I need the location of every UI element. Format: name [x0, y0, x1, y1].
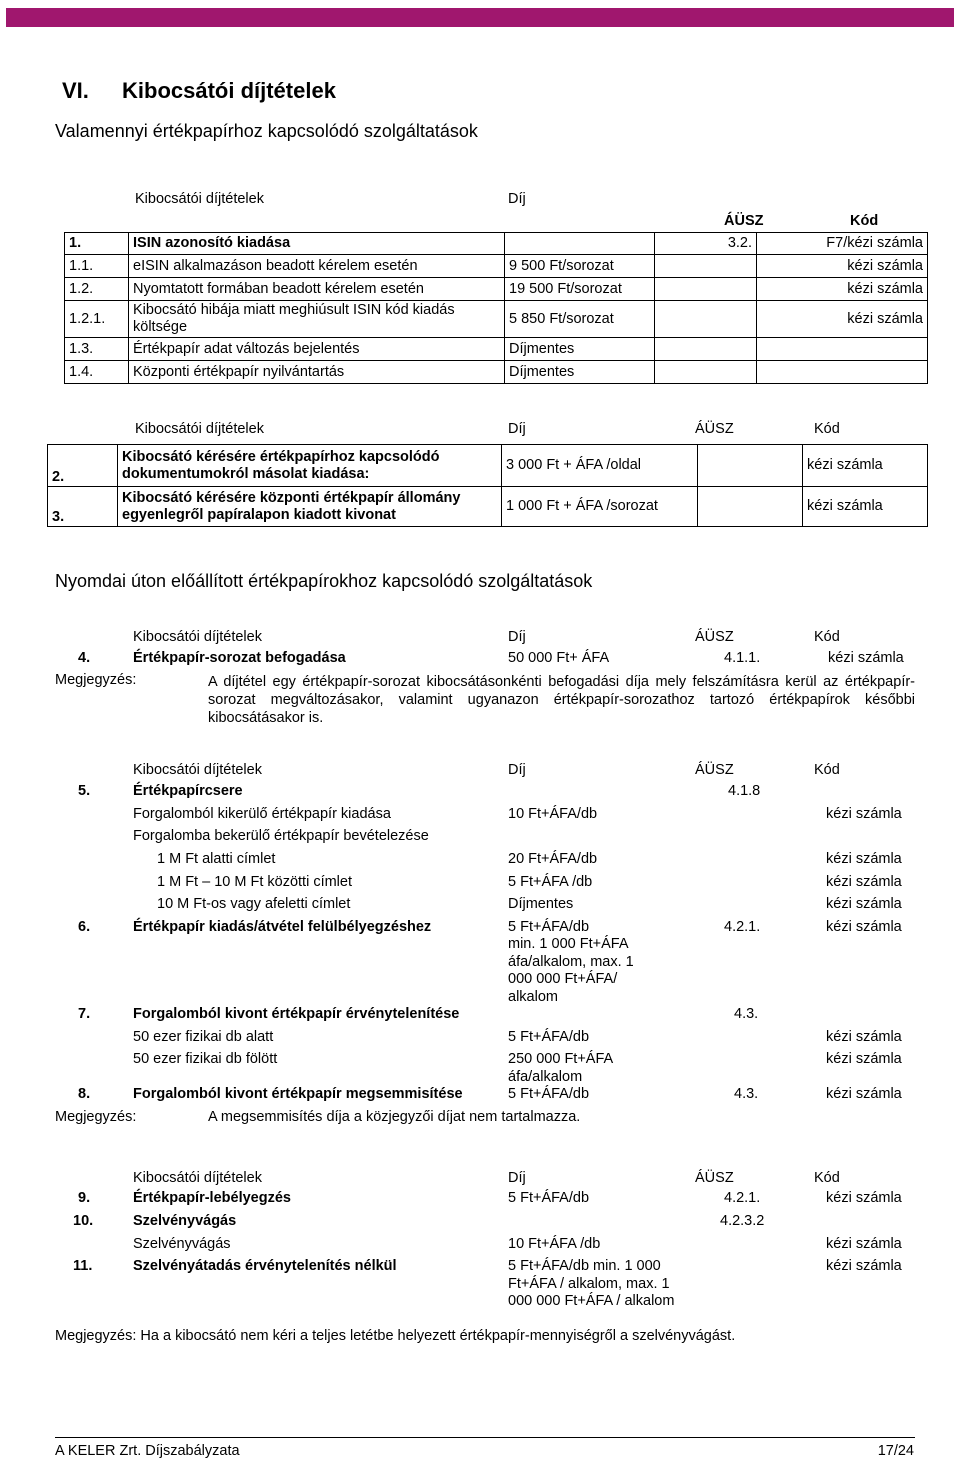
fee-table-1: [64, 232, 928, 384]
s4-header-code: Kód: [814, 629, 840, 645]
row-code: [757, 338, 928, 361]
s4-header-name: Kibocsátói díjtételek: [133, 629, 262, 645]
row-number: 1.2.: [65, 278, 129, 301]
subsection-title-2: Nyomdai úton előállított értékpapírokhoz kapcsolódó szolgáltatások: [55, 571, 593, 591]
table-row: [65, 361, 928, 384]
s7-desc: Forgalomból kivont értékpapír érvénytelenítése: [133, 1006, 460, 1022]
table-row: [65, 301, 928, 338]
row-code: F7/kézi számla: [757, 233, 928, 255]
t2-header-code: Kód: [814, 421, 840, 437]
s7b-desc: 50 ezer fizikai db fölött: [133, 1051, 278, 1067]
row-ausz: [655, 361, 757, 384]
s5b1-desc: 1 M Ft alatti címlet: [157, 851, 276, 867]
s9-header-name: Kibocsátói díjtételek: [133, 1170, 262, 1186]
s9-number: 9.: [78, 1190, 91, 1206]
s7a-desc: 50 ezer fizikai db alatt: [133, 1029, 274, 1045]
s4-note-label: Megjegyzés:: [55, 672, 137, 688]
s10-ausz: 4.2.3.2: [720, 1213, 765, 1229]
row-fee: [505, 233, 655, 255]
row-code: kézi számla: [803, 487, 928, 527]
subsection-title-1: Valamennyi értékpapírhoz kapcsolódó szolgáltatások: [55, 121, 478, 141]
table-row: [48, 487, 928, 527]
s9-desc: Értékpapír-lebélyegzés: [133, 1190, 291, 1206]
s5b2-fee: 5 Ft+ÁFA /db: [508, 874, 593, 890]
s8-desc: Forgalomból kivont értékpapír megsemmisítése: [133, 1086, 463, 1102]
s5a-code: kézi számla: [826, 806, 902, 822]
s10-desc: Szelvényvágás: [133, 1213, 237, 1229]
row-ausz: [698, 487, 803, 527]
s5-number: 5.: [78, 783, 91, 799]
s6-number: 6.: [78, 919, 91, 935]
row-ausz: [698, 445, 803, 487]
s5b2-code: kézi számla: [826, 874, 902, 890]
row-code: kézi számla: [757, 301, 928, 338]
s10a-code: kézi számla: [826, 1236, 902, 1252]
footer-left: A KELER Zrt. Díjszabályzata: [55, 1443, 240, 1459]
header-color-bar: [6, 8, 954, 27]
s9-code: kézi számla: [826, 1190, 902, 1206]
row-fee: Díjmentes: [505, 361, 655, 384]
s9-ausz: 4.2.1.: [724, 1190, 761, 1206]
s5-note-text: A megsemmisítés díja a közjegyzői díjat nem tartalmazza.: [208, 1109, 581, 1125]
s4-desc: Értékpapír-sorozat befogadása: [133, 650, 346, 666]
row-number: 3.: [48, 487, 118, 527]
t1-header-code: Kód: [850, 213, 879, 229]
s4-ausz: 4.1.1.: [724, 650, 761, 666]
fee-table-2: [47, 444, 928, 527]
row-ausz: [655, 338, 757, 361]
s4-header-fee: Díj: [508, 629, 526, 645]
t1-header-name: Kibocsátói díjtételek: [135, 191, 264, 207]
s5-note-label: Megjegyzés:: [55, 1109, 137, 1125]
s5b3-fee: Díjmentes: [508, 896, 574, 912]
row-fee: Díjmentes: [505, 338, 655, 361]
s4-fee: 50 000 Ft+ ÁFA: [508, 650, 610, 666]
s4-header-ausz: ÁÜSZ: [695, 629, 734, 645]
t2-header-name: Kibocsátói díjtételek: [135, 421, 264, 437]
row-number: 1.3.: [65, 338, 129, 361]
s8-code: kézi számla: [826, 1086, 902, 1102]
s7a-code: kézi számla: [826, 1029, 902, 1045]
row-desc: Értékpapír adat változás bejelentés: [129, 338, 505, 361]
row-fee: 9 500 Ft/sorozat: [505, 255, 655, 278]
row-ausz: [655, 278, 757, 301]
s7b-fee: 250 000 Ft+ÁFA áfa/alkalom: [508, 1051, 613, 1085]
page-number: 17/24: [877, 1443, 914, 1459]
s6-ausz: 4.2.1.: [724, 919, 761, 935]
section-number: VI.: [62, 78, 89, 103]
s10a-fee: 10 Ft+ÁFA /db: [508, 1236, 601, 1252]
row-desc: Nyomtatott formában beadott kérelem esetén: [129, 278, 505, 301]
row-number: 1.: [65, 233, 129, 255]
s11-number: 11.: [73, 1258, 93, 1274]
s5-header-ausz: ÁÜSZ: [695, 762, 734, 778]
table-row: [65, 278, 928, 301]
row-ausz: [655, 255, 757, 278]
s4-note-text: A díjtétel egy értékpapír-sorozat kibocsátásonkénti befogadási díja mely felszámításra kerül az értékpapír-sorozat megváltozásakor, valamint ugyanazon értékpapír-sorozathoz tartozó értékpapírok későbbi kibocsátásakor is.: [208, 674, 915, 726]
s5a-desc: Forgalomból kikerülő értékpapír kiadása: [133, 806, 391, 822]
row-fee: 5 850 Ft/sorozat: [505, 301, 655, 338]
s5b-desc: Forgalomba bekerülő értékpapír bevételezése: [133, 828, 429, 844]
s5b3-desc: 10 M Ft-os vagy afeletti címlet: [157, 896, 351, 912]
row-fee: 1 000 Ft + ÁFA /sorozat: [502, 487, 698, 527]
t1-header-ausz: ÁÜSZ: [724, 213, 764, 229]
s5b1-code: kézi számla: [826, 851, 902, 867]
row-number: 1.4.: [65, 361, 129, 384]
row-fee: 3 000 Ft + ÁFA /oldal: [502, 445, 698, 487]
s9-fee: 5 Ft+ÁFA/db: [508, 1190, 590, 1206]
row-number: 1.2.1.: [65, 301, 129, 338]
table-row: [65, 338, 928, 361]
row-desc: Központi értékpapír nyilvántartás: [129, 361, 505, 384]
s6-desc: Értékpapír kiadás/átvétel felülbélyegzéshez: [133, 919, 432, 935]
row-fee: 19 500 Ft/sorozat: [505, 278, 655, 301]
s11-desc: Szelvényátadás érvénytelenítés nélkül: [133, 1258, 397, 1274]
s5-header-code: Kód: [814, 762, 840, 778]
s8-number: 8.: [78, 1086, 91, 1102]
row-desc: Kibocsátó kérésére központi értékpapír állomány egyenlegről papíralapon kiadott kivonat: [118, 487, 502, 527]
t2-header-ausz: ÁÜSZ: [695, 421, 734, 437]
s5b1-fee: 20 Ft+ÁFA/db: [508, 851, 598, 867]
s5b2-desc: 1 M Ft – 10 M Ft közötti címlet: [157, 874, 352, 890]
s9-header-code: Kód: [814, 1170, 840, 1186]
row-code: [757, 361, 928, 384]
s5-header-name: Kibocsátói díjtételek: [133, 762, 262, 778]
row-number: 1.1.: [65, 255, 129, 278]
row-desc: Kibocsátó kérésére értékpapírhoz kapcsolódó dokumentumokról másolat kiadása:: [118, 445, 502, 487]
s10a-desc: Szelvényvágás: [133, 1236, 231, 1252]
row-desc: eISIN alkalmazáson beadott kérelem esetén: [129, 255, 505, 278]
s5-ausz: 4.1.8: [728, 783, 761, 799]
s7a-fee: 5 Ft+ÁFA/db: [508, 1029, 590, 1045]
s4-number: 4.: [78, 650, 91, 666]
s5-header-fee: Díj: [508, 762, 526, 778]
s7-number: 7.: [78, 1006, 91, 1022]
s6-code: kézi számla: [826, 919, 902, 935]
s11-code: kézi számla: [826, 1258, 902, 1274]
s4-code: kézi számla: [828, 650, 904, 666]
s6-fee-detail: min. 1 000 Ft+ÁFA áfa/alkalom, max. 1 000 000 Ft+ÁFA/ alkalom: [508, 936, 634, 1005]
row-code: kézi számla: [757, 278, 928, 301]
s11-fee: 5 Ft+ÁFA/db min. 1 000 Ft+ÁFA / alkalom, max. 1 000 000 Ft+ÁFA / alkalom: [508, 1258, 675, 1309]
row-number: 2.: [48, 445, 118, 487]
row-desc: ISIN azonosító kiadása: [129, 233, 505, 255]
s5a-fee: 10 Ft+ÁFA/db: [508, 806, 598, 822]
s9-header-ausz: ÁÜSZ: [695, 1170, 734, 1186]
row-desc: Kibocsátó hibája miatt meghiúsult ISIN kód kiadás költsége: [129, 301, 505, 338]
t2-header-fee: Díj: [508, 421, 526, 437]
s7b-code: kézi számla: [826, 1051, 902, 1067]
footer-rule: [55, 1437, 915, 1438]
s10-number: 10.: [73, 1213, 94, 1229]
s9-header-fee: Díj: [508, 1170, 526, 1186]
table-row: [48, 445, 928, 487]
table-row: [65, 233, 928, 255]
row-code: kézi számla: [803, 445, 928, 487]
s7-ausz: 4.3.: [734, 1006, 759, 1022]
row-ausz: 3.2.: [655, 233, 757, 255]
row-code: kézi számla: [757, 255, 928, 278]
section-title: Kibocsátói díjtételek: [122, 78, 336, 103]
s9-note: Megjegyzés: Ha a kibocsátó nem kéri a teljes letétbe helyezett értékpapír-mennyiségről a szelvényvágást.: [55, 1328, 736, 1344]
s8-fee: 5 Ft+ÁFA/db: [508, 1086, 590, 1102]
row-ausz: [655, 301, 757, 338]
table-row: [65, 255, 928, 278]
s8-ausz: 4.3.: [734, 1086, 759, 1102]
s5b3-code: kézi számla: [826, 896, 902, 912]
t1-header-fee: Díj: [508, 191, 526, 207]
s5-desc: Értékpapírcsere: [133, 783, 243, 799]
s6-fee: 5 Ft+ÁFA/db: [508, 919, 590, 935]
